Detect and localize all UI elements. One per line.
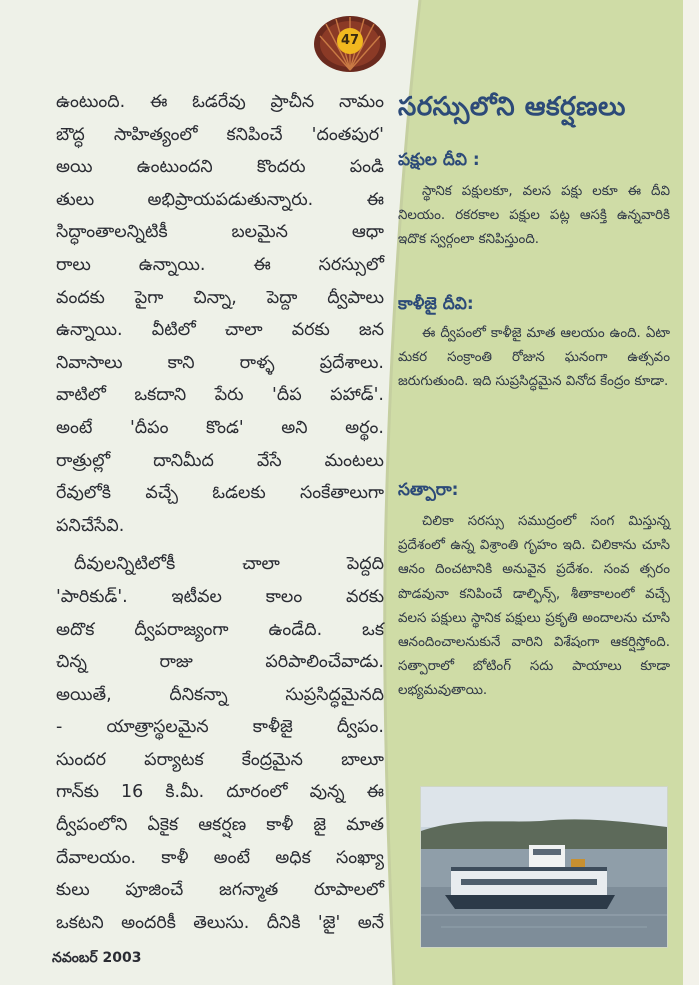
page-number-badge: 47 <box>337 28 363 54</box>
issue-date-footer: నవంబర్ 2003 <box>52 950 142 966</box>
section-body-kalijai-island: ఈ ద్వీపంలో కాళీజై మాత ఆలయం ఉంది. ఏటా మకర సంక్రాంతి రోజున ఘనంగా ఉత్సవం జరుగుతుంది. ఇది సుప్రసిద్ధమైన వినోద కేంద్రం కూడా. <box>398 326 670 390</box>
main-article-column <box>56 86 384 939</box>
section-heading-bird-island: పక్షుల దీవి : <box>398 150 480 170</box>
section-heading-satpara: సత్పారా: <box>398 480 459 500</box>
section-heading-kalijai-island: కాళీజై దీవి: <box>398 294 474 314</box>
sidebar-title: సరస్సులోని ఆకర్షణలు <box>398 92 626 122</box>
houseboat-photo <box>420 786 668 948</box>
section-body-bird-island: స్థానిక పక్షులకూ, వలస పక్షు లకూ ఈ దీవి నిలయం. రకరకాల పక్షుల పట్ల ఆసక్తి ఉన్నవారికి ఇదొక స్వర్గంలా కనిపిస్తుంది. <box>398 184 670 248</box>
section-body-satpara: చిలికా సరస్సు సముద్రంలో సంగ మిస్తున్న ప్రదేశంలో ఉన్న విశ్రాంతి గృహం ఇది. చిలికాను చూసి ఆనం దించటానికి అనువైన ప్రదేశం. సంవ త్సరం పొడవునా కనిపించే డాల్ఫిన్స్, శీతాకాలంలో వచ్చే వలస పక్షులు స్థానిక పక్షులు ప్రకృతి అందాలను చూసి ఆనందించాలనుకునే వారిని విశేషంగా ఆకర్షిస్తోంది. సత్పారాలో బోటింగ్ సదు పాయాలు కూడా లభ్యమవుతాయి. <box>398 514 670 699</box>
binding-edge <box>683 0 699 985</box>
article-paragraph: దీవులన్నిటిలోకీ చాలా పెద్దది 'పారికుడ్'. ఇటీవల కాలం వరకు అదొక ద్వీపరాజ్యంగా ఉండేది. ఒక చిన్న రాజు పరిపాలించేవాడు. అయితే, దీనికన్నా సుప్రసిద్ధమైనది - యాత్రాస్థలమైన కాళీజై ద్వీపం. సుందర పర్యాటక కేంద్రమైన బాలూ గాన్‌కు 16 కి.మీ. దూరంలో వున్న ఈ ద్వీపంలోని ఏకైక ఆకర్షణ కాళీ జై మాత దేవాలయం. కాళీ అంటే అధిక సంఖ్యా కులు పూజించే జగన్మాత రూపాలలో ఒకటని అందరికీ తెలుసు. దీనికి 'జై' అనే <box>56 554 384 933</box>
article-paragraph: ఉంటుంది. ఈ ఓడరేవు ప్రాచీన నామం బౌద్ధ సాహిత్యంలో కనిపించే 'దంతపుర' అయి ఉంటుందని కొందరు పండి తులు అభిప్రాయపడుతున్నారు. ఈ సిద్ధాంతాలన్నిటికీ బలమైన ఆధా రాలు ఉన్నాయి. ఈ సరస్సులో వందకు పైగా చిన్నా, పెద్దా ద్వీపాలు ఉన్నాయి. వీటిలో చాలా వరకు జన నివాసాలు కాని రాళ్ళ ప్రదేశాలు. వాటిలో ఒకదాని పేరు 'దీప పహాడ్'. అంటే 'దీపం కొండ' అని అర్థం. రాత్రుల్లో దానిమీద వేసే మంటలు రేవులోకి వచ్చే ఓడలకు సంకేతాలుగా పనిచేసేవి. <box>56 92 384 536</box>
